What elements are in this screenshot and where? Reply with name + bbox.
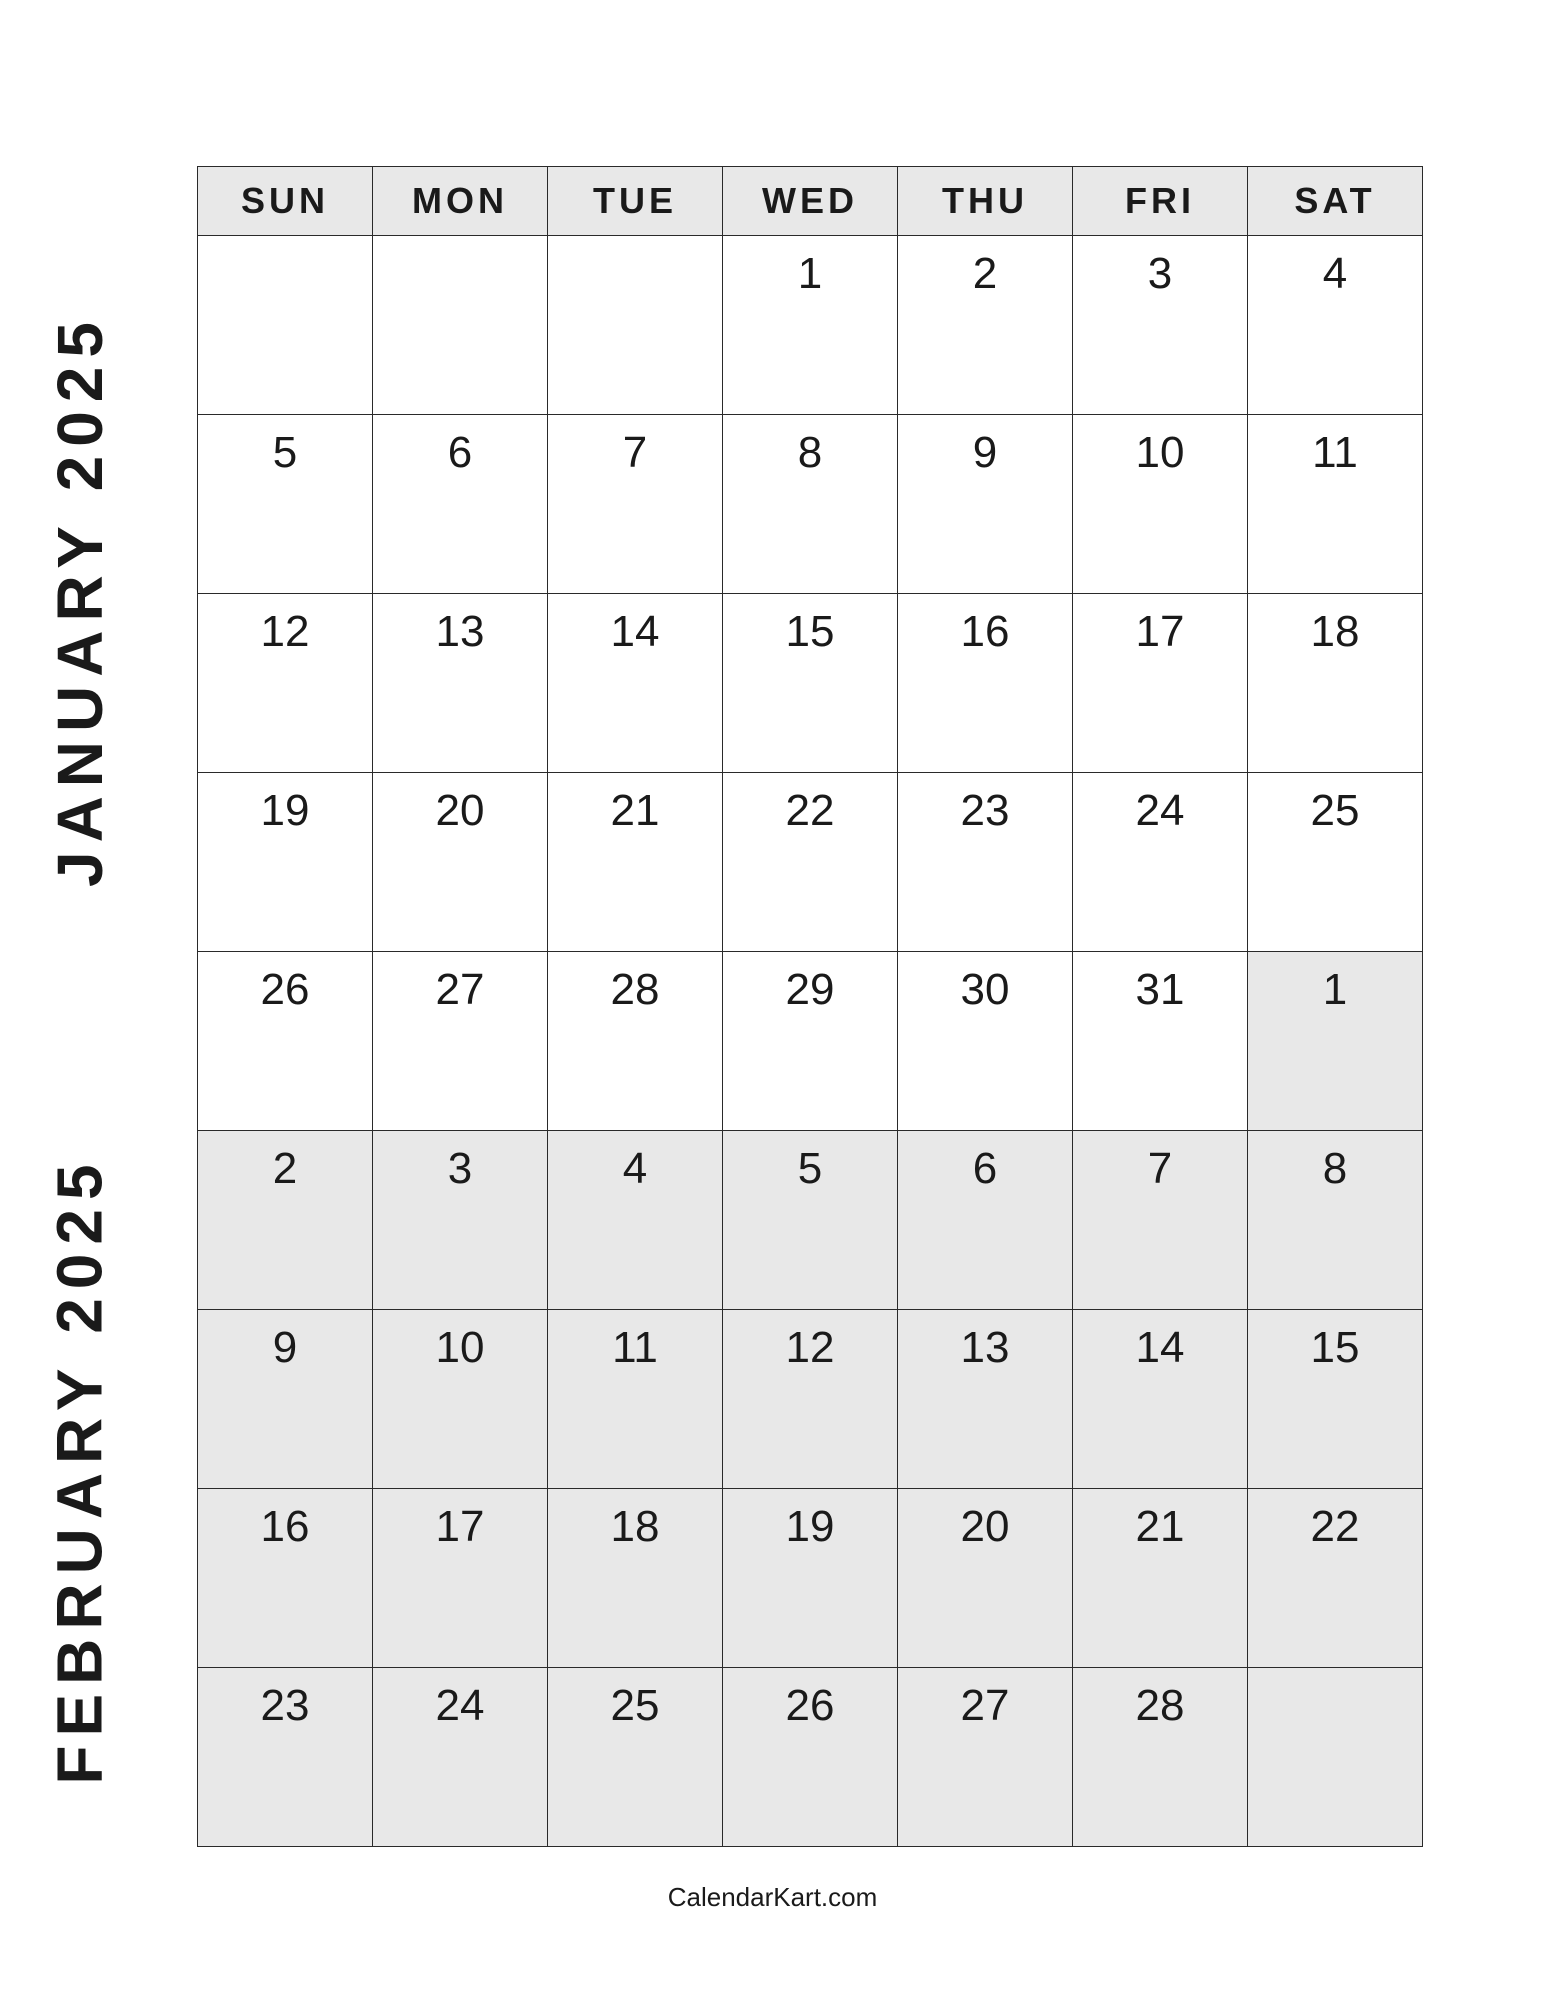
february-day-cell — [1248, 1131, 1423, 1310]
january-day-cell — [198, 773, 373, 952]
january-day-cell — [373, 773, 548, 952]
february-day-cell — [373, 1489, 548, 1668]
february-day-cell — [373, 1131, 548, 1310]
day-number: 24 — [1135, 786, 1185, 835]
january-day-cell — [1073, 236, 1248, 415]
day-number: 26 — [260, 965, 310, 1014]
day-number: 3 — [1147, 249, 1173, 298]
february-month-label — [0, 1130, 160, 1810]
february-day-cell — [723, 1668, 898, 1847]
day-number: 9 — [272, 1323, 298, 1372]
day-number: 1 — [1322, 965, 1348, 1014]
week-row — [198, 773, 1423, 952]
day-number: 26 — [785, 1681, 835, 1730]
february-day-cell — [898, 1489, 1073, 1668]
february-day-cell — [898, 1310, 1073, 1489]
day-number: 20 — [960, 1502, 1010, 1551]
day-number: 3 — [447, 1144, 473, 1193]
february-day-cell — [198, 1310, 373, 1489]
day-number: 7 — [622, 428, 648, 477]
february-day-cell — [198, 1131, 373, 1310]
day-number: 14 — [1135, 1323, 1185, 1372]
february-day-cell — [1073, 1310, 1248, 1489]
january-day-cell — [723, 952, 898, 1131]
week-row — [198, 1489, 1423, 1668]
january-day-cell — [548, 773, 723, 952]
day-number: 25 — [610, 1681, 660, 1730]
day-number: 19 — [260, 786, 310, 835]
weekday-wed: WED — [723, 167, 898, 236]
weekday-header-row — [198, 167, 1423, 236]
day-number: 12 — [260, 607, 310, 656]
day-number: 15 — [1310, 1323, 1360, 1372]
weekday-sun: SUN — [198, 167, 373, 236]
day-number: 20 — [435, 786, 485, 835]
day-number: 30 — [960, 965, 1010, 1014]
february-day-cell — [198, 1489, 373, 1668]
day-number: 6 — [972, 1144, 998, 1193]
january-day-cell — [548, 236, 723, 415]
february-day-cell — [548, 1489, 723, 1668]
day-number: 2 — [272, 1144, 298, 1193]
day-number: 14 — [610, 607, 660, 656]
day-number: 18 — [1310, 607, 1360, 656]
february-day-cell — [898, 1668, 1073, 1847]
week-row — [198, 952, 1423, 1131]
february-day-cell — [723, 1310, 898, 1489]
day-number: 10 — [435, 1323, 485, 1372]
day-number: 5 — [272, 428, 298, 477]
january-day-cell — [898, 415, 1073, 594]
february-day-cell — [373, 1668, 548, 1847]
day-number: 24 — [435, 1681, 485, 1730]
day-number: 29 — [785, 965, 835, 1014]
day-number: 22 — [785, 786, 835, 835]
day-number: 10 — [1135, 428, 1185, 477]
weekday-fri: FRI — [1073, 167, 1248, 236]
february-day-cell — [1073, 1668, 1248, 1847]
day-number: 16 — [960, 607, 1010, 656]
day-number: 17 — [1135, 607, 1185, 656]
day-number: 6 — [447, 428, 473, 477]
january-month-label — [0, 300, 160, 900]
footer-site-name: CalendarKart.com — [667, 1882, 878, 1912]
week-row — [198, 415, 1423, 594]
day-number: 13 — [960, 1323, 1010, 1372]
february-day-cell — [373, 1310, 548, 1489]
day-number: 8 — [1322, 1144, 1348, 1193]
day-number: 21 — [610, 786, 660, 835]
february-day-cell — [723, 1131, 898, 1310]
january-day-cell — [548, 952, 723, 1131]
january-day-cell — [723, 415, 898, 594]
day-number: 22 — [1310, 1502, 1360, 1551]
day-number: 21 — [1135, 1502, 1185, 1551]
february-day-cell — [1073, 1489, 1248, 1668]
day-number: 23 — [960, 786, 1010, 835]
february-day-cell — [1248, 952, 1423, 1131]
february-day-cell — [723, 1489, 898, 1668]
weekday-tue: TUE — [548, 167, 723, 236]
day-number — [1248, 1668, 1422, 1680]
february-day-cell — [1073, 1131, 1248, 1310]
january-day-cell — [898, 236, 1073, 415]
day-number: 4 — [1322, 249, 1348, 298]
february-day-cell — [1248, 1489, 1423, 1668]
january-day-cell — [1248, 773, 1423, 952]
january-day-cell — [198, 952, 373, 1131]
week-row — [198, 1131, 1423, 1310]
february-day-cell — [198, 1668, 373, 1847]
day-number: 16 — [260, 1502, 310, 1551]
day-number: 23 — [260, 1681, 310, 1730]
february-day-cell — [548, 1668, 723, 1847]
january-day-cell — [198, 415, 373, 594]
week-row — [198, 236, 1423, 415]
january-day-cell — [198, 594, 373, 773]
day-number: 27 — [960, 1681, 1010, 1730]
january-day-cell — [1073, 594, 1248, 773]
february-day-cell — [898, 1131, 1073, 1310]
february-day-cell — [548, 1310, 723, 1489]
day-number: 13 — [435, 607, 485, 656]
day-number — [198, 236, 372, 248]
january-day-cell — [373, 236, 548, 415]
day-number: 11 — [1312, 428, 1358, 477]
january-title: JANUARY 2025 — [44, 313, 116, 887]
day-number: 12 — [785, 1323, 835, 1372]
january-day-cell — [898, 773, 1073, 952]
day-number — [548, 236, 722, 248]
january-day-cell — [1248, 594, 1423, 773]
day-number: 5 — [797, 1144, 823, 1193]
january-day-cell — [1073, 415, 1248, 594]
january-day-cell — [373, 594, 548, 773]
january-day-cell — [548, 594, 723, 773]
day-number: 1 — [797, 249, 823, 298]
day-number: 4 — [622, 1144, 648, 1193]
february-day-cell — [548, 1131, 723, 1310]
day-number: 27 — [435, 965, 485, 1014]
day-number: 2 — [972, 249, 998, 298]
january-day-cell — [1073, 773, 1248, 952]
february-day-cell — [1248, 1310, 1423, 1489]
day-number: 7 — [1147, 1144, 1173, 1193]
february-title: FEBRUARY 2025 — [44, 1155, 116, 1785]
day-number: 8 — [797, 428, 823, 477]
day-number — [373, 236, 547, 248]
day-number: 28 — [610, 965, 660, 1014]
weekday-sat: SAT — [1248, 167, 1423, 236]
january-day-cell — [723, 236, 898, 415]
weekday-thu: THU — [898, 167, 1073, 236]
week-row — [198, 1310, 1423, 1489]
january-day-cell — [898, 594, 1073, 773]
day-number: 28 — [1135, 1681, 1185, 1730]
day-number: 19 — [785, 1502, 835, 1551]
week-row — [198, 1668, 1423, 1847]
january-day-cell — [198, 236, 373, 415]
weekday-mon: MON — [373, 167, 548, 236]
january-day-cell — [1073, 952, 1248, 1131]
day-number: 17 — [435, 1502, 485, 1551]
calendar-grid — [197, 166, 1423, 1847]
week-row — [198, 594, 1423, 773]
january-day-cell — [373, 952, 548, 1131]
january-day-cell — [723, 773, 898, 952]
day-number: 18 — [610, 1502, 660, 1551]
day-number: 31 — [1135, 965, 1185, 1014]
day-number: 11 — [612, 1323, 658, 1372]
february-day-cell — [1248, 1668, 1423, 1847]
january-day-cell — [1248, 415, 1423, 594]
january-day-cell — [1248, 236, 1423, 415]
day-number: 25 — [1310, 786, 1360, 835]
january-day-cell — [898, 952, 1073, 1131]
january-day-cell — [373, 415, 548, 594]
day-number: 15 — [785, 607, 835, 656]
day-number: 9 — [972, 428, 998, 477]
january-day-cell — [548, 415, 723, 594]
january-day-cell — [723, 594, 898, 773]
